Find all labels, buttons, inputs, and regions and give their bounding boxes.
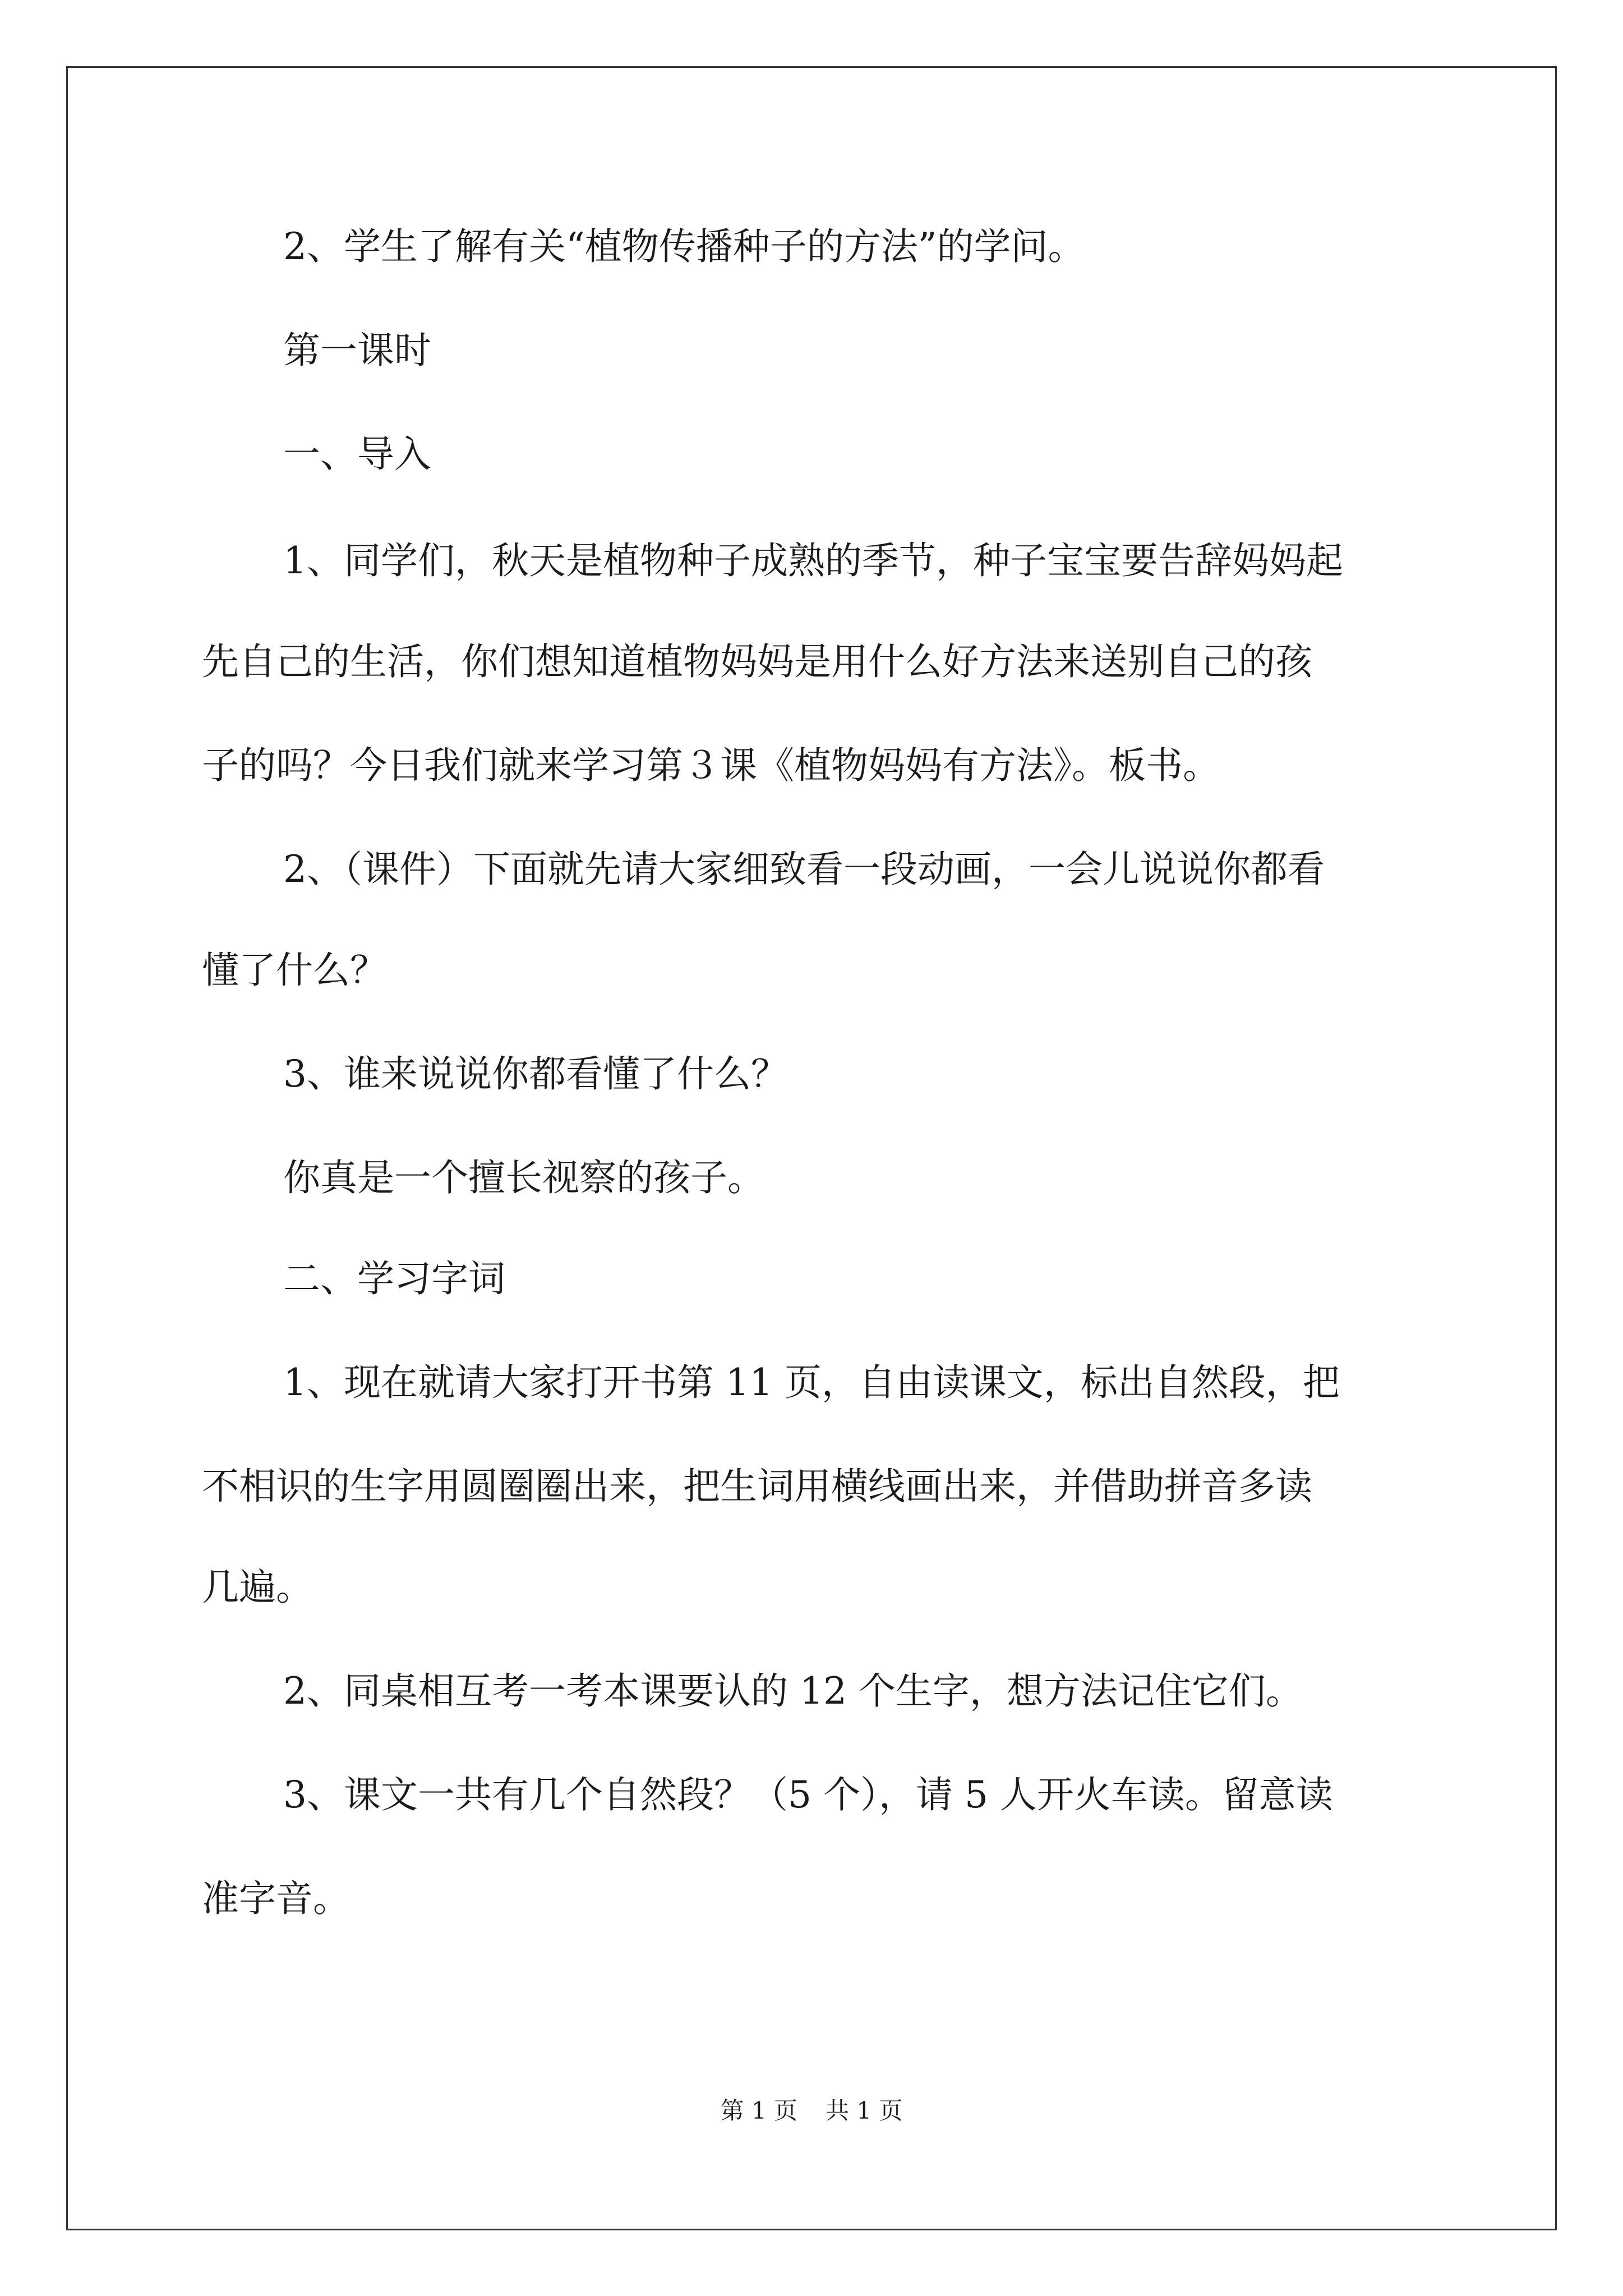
page-number-total: 共 1 页 xyxy=(826,2097,903,2124)
text-line: 子的吗？今日我们就来学习第３课《植物妈妈有方法》。板书。 xyxy=(202,744,1220,787)
text-line: 2、（课件）下面就先请大家细致看一段动画，一会儿说说你都看 xyxy=(283,848,1325,891)
text-line: 3、课文一共有几个自然段？（5 个），请 5 人开火车读。留意读 xyxy=(283,1773,1333,1816)
text-line: 2、学生了解有关“植物传播种子的方法”的学问。 xyxy=(283,225,1085,268)
text-line: 不相识的生字用圆圈圈出来，把生词用横线画出来，并借助拼音多读 xyxy=(202,1465,1312,1508)
text-line: 2、同桌相互考一考本课要认的 12 个生字，想方法记住它们。 xyxy=(283,1669,1303,1713)
text-line: 先自己的生活，你们想知道植物妈妈是用什么好方法来送别自己的孩 xyxy=(202,640,1312,683)
page-number-current: 第 1 页 xyxy=(720,2097,797,2124)
text-line: 一、导入 xyxy=(283,432,431,476)
text-line: 1、现在就请大家打开书第 11 页，自由读课文，标出自然段，把 xyxy=(283,1361,1340,1404)
text-line: 准字音。 xyxy=(202,1877,350,1920)
text-line: 懂了什么？ xyxy=(202,949,387,992)
text-line: 你真是一个擅长视察的孩子。 xyxy=(283,1156,764,1199)
text-line: 二、学习字词 xyxy=(283,1257,505,1300)
text-line: 几遍。 xyxy=(202,1566,313,1609)
text-line: 1、同学们，秋天是植物种子成熟的季节，种子宝宝要告辞妈妈起 xyxy=(283,539,1343,582)
text-line: 第一课时 xyxy=(283,329,431,372)
text-line: 3、谁来说说你都看懂了什么？ xyxy=(283,1052,788,1096)
page-footer xyxy=(0,2095,1623,2127)
